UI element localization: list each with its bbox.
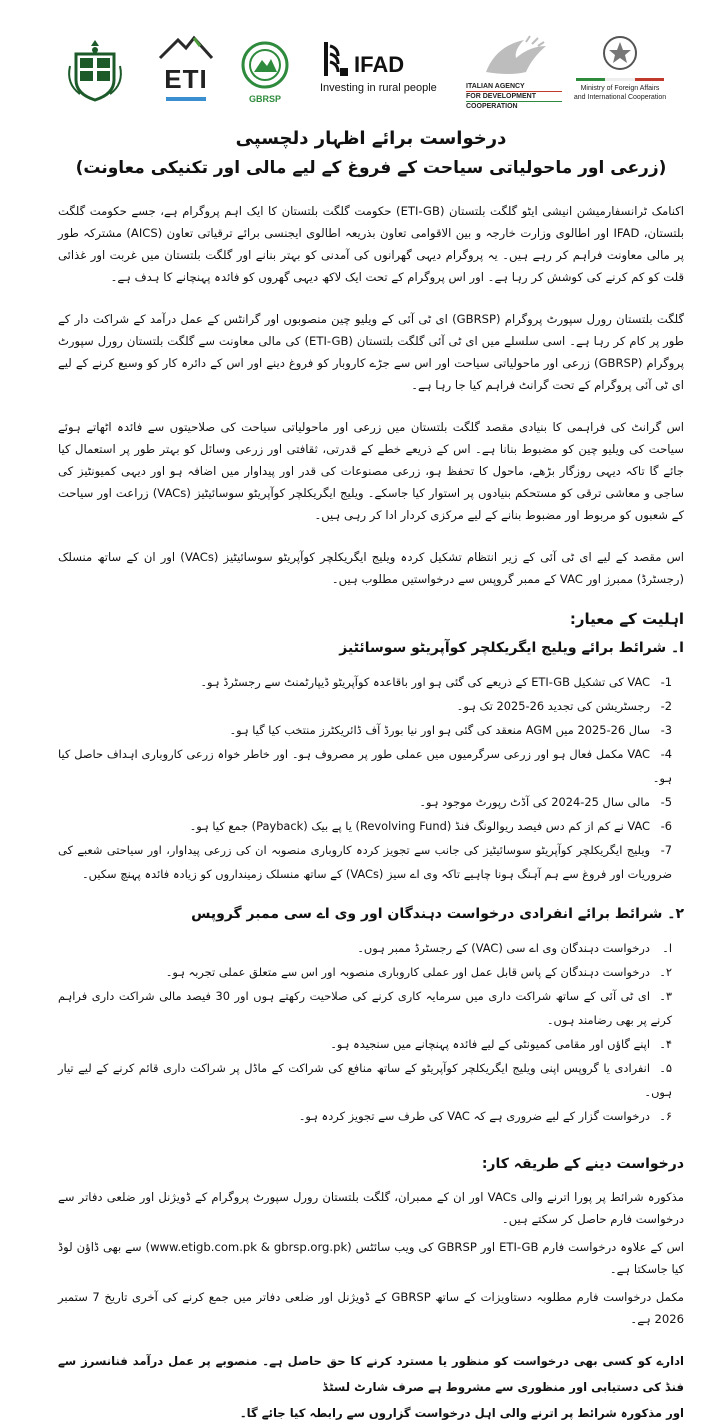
- mfa-logo: [568, 34, 672, 118]
- eligibility-heading: اہلیت کے معیار:: [569, 610, 684, 628]
- aics-name-line2: FOR DEVELOPMENT: [466, 91, 562, 102]
- intro-paragraph-1: اکنامک ٹرانسفارمیشن انیشی ایٹو گلگت بلتستان (ETI-GB) حکومت گلگت بلتستان کا ایک اہم پروگرام ہے، جسے حکومت گلگت بلتستان، IFAD اور اطالوی وزارت خارجہ و بین الاقوامی تعاون بذریعہ اطالوی ایجنسی برائے ترقیاتی تعاون (AICS) مشترکہ طور پر مالی معاونت فراہم کر رہے ہیں۔ یہ پروگرام دیہی گھرانوں کی آمدنی کو بہتر بنانے اور گلگت بلتستان میں غربت اور غذائی قلت کو کم کرنے کی کوشش کر رہا ہے۔ اور اس پروگرام کے تحت ایک لاکھ دیہی گھروں کو فائدہ پہنچانے کا ہدف ہے۔: [58, 204, 685, 284]
- eti-color-bar: [166, 97, 206, 101]
- criteria-item: 2-رجسٹریشن کی تجدید 26-2025 تک ہو۔: [456, 699, 672, 713]
- criteria-item: ۳۔ای ٹی آئی کے ساتھ شراکت داری میں سرمایہ کاری کرنے کی صلاحیت رکھتے ہوں اور 30 فیصد مالی شراکت داری فراہم کرنے پر بھی رضامند ہوں۔: [58, 989, 672, 1027]
- dove-icon: [466, 32, 562, 78]
- aics-name-line1: ITALIAN AGENCY: [466, 83, 525, 90]
- ifad-tagline: Investing in rural people: [320, 82, 437, 94]
- section2-criteria-list: [58, 936, 684, 1128]
- logo-strip: [0, 28, 720, 123]
- criteria-item: 4-VAC مکمل فعال ہو اور زرعی سرگرمیوں میں عملی طور پر مصروف ہو۔ اور خاطر خواہ زرعی کاروباری اہداف حاصل کیا ہو۔: [58, 747, 672, 785]
- mfa-name-line2: and International Cooperation: [573, 94, 667, 101]
- gbrsp-wordmark: GBRSP: [248, 94, 281, 104]
- criteria-item: ۲۔درخواست دہندگان کے پاس قابل عمل اور عملی کاروباری منصوبہ اور اس سے متعلق عملی تجربہ ہو۔: [165, 965, 672, 979]
- wheat-icon: [320, 38, 350, 78]
- section1-criteria-list: [58, 670, 684, 886]
- document-body: [58, 128, 684, 1426]
- ifad-wordmark: IFAD: [354, 52, 405, 77]
- intro-paragraph-3: اس گرانٹ کی فراہمی کا بنیادی مقصد گلگت بلتستان میں زرعی اور ماحولیاتی سیاحت کی صلاحیتوں سے فائدہ اٹھاتے ہوئے سیاحت کی ویلیو چین کو مضبوط بنانا ہے۔ اس کے ذریعے خطے کے قدرتی، ثقافتی اور زرعی وسائل کو بہتر طور پر استعمال کیا جائے گا تاکہ دیہی روزگار بڑھے، ماحول کا تحفظ ہو، زرعی مصنوعات کی قدر اور پیداوار میں اضافہ ہو اور دیہی کمیونٹیز کی ساجی و معاشی ترقی کو مستحکم بنیادوں پر استوار کیا جاسکے۔ ویلیج ایگریکلچر کوآپریٹو سوسائیٹیز (VACs) زراعت اور سیاحت کے شعبوں کو مربوط اور مضبوط بنانے کے لیے مرکزی کردار ادا کر رہی ہیں۔: [58, 420, 684, 522]
- aics-logo: [466, 32, 562, 118]
- criteria-item: ۶۔درخواست گزار کے لیے ضروری ہے کہ VAC کی طرف سے تجویز کردہ ہو۔: [298, 1109, 672, 1123]
- eti-wordmark: ETI: [164, 64, 208, 94]
- criteria-item: 3-سال 26-2025 میں AGM منعقد کی گئی ہو اور نیا بورڈ آف ڈائریکٹرز منتخب کیا گیا ہو۔: [229, 723, 672, 737]
- aics-name-line3: COOPERATION: [466, 103, 518, 110]
- eti-logo: [156, 34, 216, 104]
- page-subtitle: (زرعی اور ماحولیاتی سیاحت کے فروغ کے لیے مالی اور تکنیکی معاونت): [75, 158, 667, 178]
- criteria-item: ۵۔انفرادی یا گروپس اپنی ویلیج ایگریکلچر کوآپریٹو کے ساتھ منافع کی شراکت کے ماڈل پر شراکت داری قائم کرنے کے لیے تیار ہوں۔: [58, 1061, 672, 1099]
- criteria-item: 5-مالی سال 25-2024 کی آڈٹ رپورٹ موجود ہو۔: [419, 795, 672, 809]
- criteria-item: 7-ویلیج ایگریکلچر کوآپریٹو سوسائیٹیز کی جانب سے تجویز کردہ کاروباری منصوبہ ان کی زرعی پیداوار، اور سیاحتی شعبے کی ضروریات اور فروغ سے ہم آہنگ ہونا چاہیے تاکہ وی اے سیز (VACs) کے ساتھ منسلک زمینداروں کو زیادہ فائدہ پہنچ سکیں۔: [58, 843, 672, 881]
- mountain-icon: [156, 34, 216, 60]
- ifad-logo: [320, 38, 460, 98]
- method-line-3: مکمل درخواست فارم مطلوبہ دستاویزات کے ساتھ GBRSP کے ڈویژنل اور ضلعی دفاتر میں جمع کرنے کی آخری تاریخ 7 ستمبر 2026 ہے۔: [58, 1290, 684, 1326]
- intro-paragraph-4: اس مقصد کے لیے ای ٹی آئی کے زیر انتظام تشکیل کردہ ویلیج ایگریکلچر کوآپریٹو سوسائیٹیز (VACs) اور ان کے ساتھ منسلک (رجسٹرڈ) ممبرز اور VAC کے ممبر گروپس سے درخواستیں مطلوب ہیں۔: [58, 550, 685, 586]
- gbrsp-logo: [240, 40, 290, 102]
- criteria-item: ۴۔اپنے گاؤں اور مقامی کمیونٹی کے لیے فائدہ پہنچانے میں سنجیدہ ہو۔: [330, 1037, 672, 1051]
- method-line-1: مذکورہ شرائط پر پورا اترنے والی VACs اور ان کے ممبران، گلگت بلتستان رورل سپورٹ پروگرام کے ڈویژنل اور ضلعی دفاتر سے درخواست فارم حاصل کر سکتے ہیں۔: [58, 1190, 684, 1226]
- gbrsp-emblem-icon: [240, 40, 290, 90]
- section2-heading: ۲۔ شرائط برائے انفرادی درخواست دہندگان اور وی اے سی ممبر گروپس: [191, 906, 684, 922]
- application-method-heading: درخواست دینے کے طریقہ کار:: [481, 1156, 684, 1172]
- gb-crest-icon: [64, 36, 126, 102]
- intro-paragraph-2: گلگت بلتستان رورل سپورٹ پروگرام (GBRSP) ای ٹی آئی کے ویلیو چین منصوبوں اور گرانٹس کے عمل درآمد کے شراکت دار کے طور پر کام کر رہا ہے۔ اسی سلسلے میں ای ٹی آئی گلگت بلتستان (ETI-GB) کی مالی معاونت سے گلگت بلتستان رورل سپورٹ پروگرام (GBRSP) زرعی اور ماحولیاتی سیاحت اور اس سے جڑے کاروبار کو فروغ دینے اور اس کے دائرہ کار کو وسیع کرنے کے لیے ای ٹی آئی پروگرام کے تحت گرانٹ فراہم کیا جا رہا ہے۔: [58, 312, 685, 392]
- criteria-item: ا۔درخواست دہندگان وی اے سی (VAC) کے رجسٹرڈ ممبر ہوں۔: [357, 941, 672, 955]
- italian-emblem-icon: [568, 34, 672, 72]
- footer-note-line-1: ادارے کو کسی بھی درخواست کو منظور یا مسترد کرنے کا حق حاصل ہے۔ منصوبے پر عمل درآمد فنانسرز سے فنڈ کی دستیابی اور منظوری سے مشروط ہے صرف شارٹ لسٹڈ: [58, 1354, 684, 1394]
- criteria-item: 1-VAC کی تشکیل ETI-GB کے ذریعے کی گئی ہو اور باقاعدہ کوآپریٹو ڈیپارٹمنٹ سے رجسٹرڈ ہو۔: [200, 675, 672, 689]
- page-title: درخواست برائے اظہار دلچسپی: [235, 128, 507, 149]
- section1-heading: ا۔ شرائط برائے ویلیج ایگریکلچر کوآپریٹو سوسائٹیز: [339, 640, 684, 656]
- mfa-name-line1: Ministry of Foreign Affairs: [580, 85, 660, 92]
- method-line-2: اس کے علاوہ درخواست فارم ETI-GB اور GBRSP کی ویب سائٹس (www.etigb.com.pk & gbrsp.org.pk) سے بھی ڈاؤن لوڈ کیا جاسکتا ہے۔: [58, 1240, 684, 1276]
- gb-government-logo: [64, 36, 126, 102]
- italian-flag-bar: [576, 78, 664, 81]
- footer-note-line-2: اور مذکورہ شرائط پر اترنے والی اہل درخواست گزاروں سے رابطہ کیا جائے گا۔: [239, 1406, 684, 1420]
- criteria-item: 6-VAC نے کم از کم دس فیصد ریوالونگ فنڈ (Revolving Fund) یا پے بیک (Payback) جمع کیا ہو۔: [189, 819, 672, 833]
